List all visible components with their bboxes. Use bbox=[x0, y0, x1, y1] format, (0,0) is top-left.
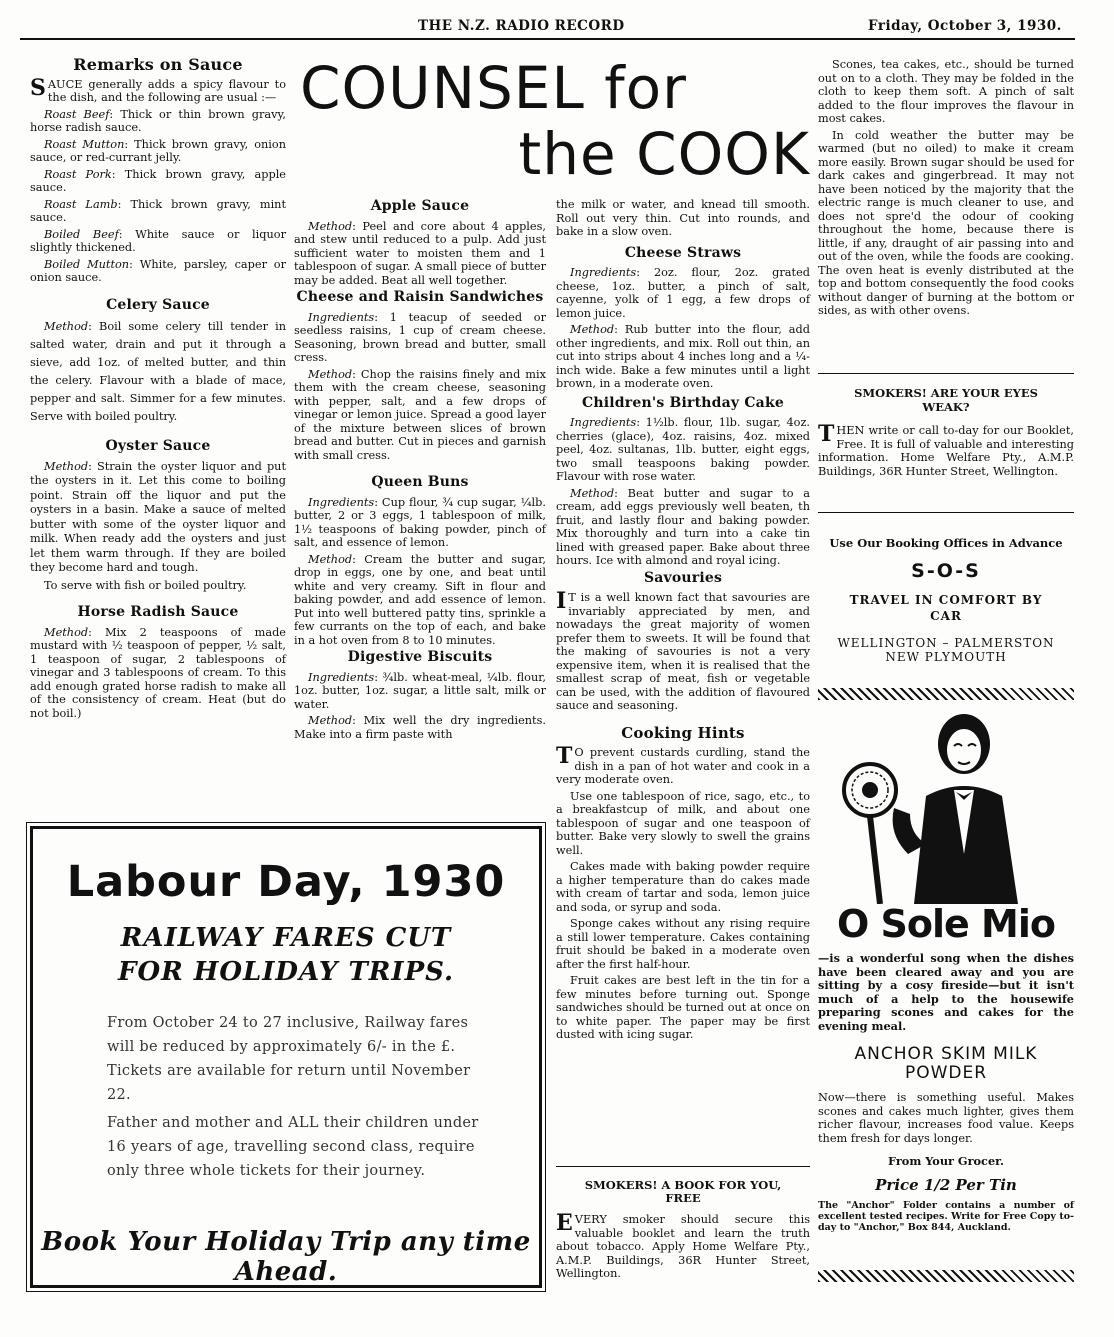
sauce-item: Roast Lamb: Thick brown gravy, mint sauce. bbox=[30, 197, 286, 224]
ad-smokers-eyes bbox=[818, 373, 1074, 513]
article-title bbox=[300, 55, 812, 190]
ad-anchor bbox=[818, 704, 1074, 1268]
cheese-ingredients: Ingredients: 1 teacup of seeded or seedless raisins, 1 cup of cream cheese. Seasoning, brown bread and butter, small cress. bbox=[294, 310, 546, 364]
hint-paragraph: Fruit cakes are best left in the tin for a few minutes before turning out. Sponge sandwiches should be turned out at once on to white paper. The paper may be first dusted with icing sugar. bbox=[556, 974, 810, 1041]
heading-cheese-straws: Cheese Straws bbox=[624, 244, 742, 261]
sauce-item: Boiled Mutton: White, parsley, caper or onion sauce. bbox=[30, 257, 286, 284]
sos-route-2: NEW PLYMOUTH bbox=[885, 650, 1007, 664]
ad-sos-travel bbox=[818, 520, 1074, 680]
hint-paragraph: T O prevent custards curdling, stand the dish in a pan of hot water and cook in a very moderate oven. bbox=[556, 743, 810, 786]
anchor-intro: —is a wonderful song when the dishes have been cleared away and you are sitting by a cosy fireside—but it isn't much of a help to the housewife preparing scones and cakes for the evening meal. bbox=[818, 951, 1074, 1033]
heading-birthday-cake: Children's Birthday Cake bbox=[582, 394, 784, 411]
hint-paragraph: Sponge cakes without any rising require a still lower temperature. Cakes containing fruit should be baked in a moderate oven after the first half-hour. bbox=[556, 917, 810, 971]
sauce-item: Boiled Beef: White sauce or liquor slightly thickened. bbox=[30, 227, 286, 254]
drop-cap: T bbox=[556, 743, 573, 769]
column-4 bbox=[818, 58, 1074, 321]
drop-cap: S bbox=[30, 74, 46, 101]
title-line-2: the COOK bbox=[518, 120, 810, 188]
sos-travel-line: TRAVEL IN COMFORT BY CAR bbox=[849, 593, 1043, 623]
heading-oyster-sauce: Oyster Sauce bbox=[105, 438, 211, 454]
sos-brand: S-O-S bbox=[911, 560, 981, 582]
right-col-paragraph: In cold weather the butter may be warmed (but no oiled) to make it cream more easily. Brown sugar should be used for dark cakes and gingerbread. It may not have been noticed by the majority that the electric range is much cleaner to use, and does not spre'd the odour of cooking throughout the home, because there is little, if any, draught of air passing into and out of the oven, while the foods are cooking. The oven heat is evenly distributed at the top and bottom consequently the food cooks without danger of burning at the bottom or sides, as with other ovens. bbox=[818, 128, 1074, 317]
cheese-method: Method: Chop the raisins finely and mix them with the cream cheese, seasoning with pepper, salt, and a few drops of vinegar or lemon juice. Spread a good layer of the mixture between slices of brown bread and butter. Cut in pieces and garnish with small cress. bbox=[294, 367, 546, 462]
anchor-footer: The "Anchor" Folder contains a number of excellent tested recipes. Write for Free Copy to-day to "Anchor," Box 844, Auckland. bbox=[818, 1200, 1074, 1233]
ad-book-text: EVERY smoker should secure this valuable booklet and learn the truth about tobacco. Apply Home Welfare Pty., A.M.P. Buildings, 36R Hunter Street, Wellington. bbox=[556, 1210, 810, 1280]
anchor-price: Price 1/2 Per Tin bbox=[875, 1175, 1017, 1194]
anchor-headline: O Sole Mio bbox=[837, 902, 1055, 946]
column-2 bbox=[294, 190, 546, 744]
hint-paragraph: Cakes made with baking powder require a higher temperature than do cakes made with cream of tartar and soda, lemon juice and soda, or syrup and soda. bbox=[556, 860, 810, 914]
oyster-method: Method: Strain the oyster liquor and put the oysters in it. Let this come to boiling point. Strain off the liquor and put the oysters in a basin. Make a sauce of melted butter with some of the oyster liquor and milk. When ready add the oysters and just let them warm through. If they are boiled they become hard and tough. bbox=[30, 459, 286, 574]
hatched-border bbox=[818, 1270, 1074, 1282]
drop-cap: E bbox=[556, 1210, 573, 1236]
anchor-body: Now—there is something useful. Makes scones and cakes much lighter, gives them richer flavour, increases food value. Keeps them fresh for days longer. bbox=[818, 1091, 1074, 1145]
ad-book-heading: SMOKERS! A BOOK FOR YOU, FREE bbox=[584, 1178, 782, 1205]
savouries-text: I T is a well known fact that savouries are invariably appreciated by men, and nowadays the great majority of women prefer them to sweets. It will be found that the making of savouries is not a very expensive item, when it is realised that the smallest scrap of meat, fish or vegetable can be used, with the addition of flavoured sauce and seasoning. bbox=[556, 588, 810, 712]
drop-cap: I bbox=[556, 588, 567, 614]
microphone-icon bbox=[844, 764, 896, 904]
sauce-item: Roast Beef: Thick or thin brown gravy, horse radish sauce. bbox=[30, 107, 286, 134]
straws-ingredients: Ingredients: 2oz. flour, 2oz. grated cheese, 1oz. butter, a pinch of salt, cayenne, yolk of 1 egg, a few drops of lemon juice. bbox=[556, 266, 810, 320]
heading-digestive-biscuits: Digestive Biscuits bbox=[347, 649, 493, 665]
labour-footer: Book Your Holiday Trip any time Ahead. bbox=[41, 1227, 531, 1287]
queen-ingredients: Ingredients: Cup flour, ¾ cup sugar, ¼lb. butter, 2 or 3 eggs, 1 tablespoon of milk, 1½ teaspoons of baking powder, pinch of salt, and essence of lemon. bbox=[294, 495, 546, 549]
issue-date: Friday, October 3, 1930. bbox=[868, 18, 1062, 34]
singer-figure bbox=[893, 714, 1018, 904]
cake-ingredients: Ingredients: 1½lb. flour, 1lb. sugar, 4oz. cherries (glace), 4oz. raisins, 4oz. mixed peel, 4oz. sultanas, 1lb. butter, eight eggs, two small teaspoons baking powder. Flavour with rose water. bbox=[556, 416, 810, 483]
anchor-product: ANCHOR SKIM MILK POWDER bbox=[854, 1044, 1038, 1083]
digestive-ingredients: Ingredients: ¾lb. wheat-meal, ¼lb. flour, 1oz. butter, 1oz. sugar, a little salt, milk or water. bbox=[294, 670, 546, 711]
header-rule bbox=[20, 38, 1075, 40]
heading-cooking-hints: Cooking Hints bbox=[621, 723, 745, 742]
title-line-1: COUNSEL for bbox=[300, 54, 687, 122]
horse-radish-method: Method: Mix 2 teaspoons of made mustard with ½ teaspoon of pepper, ½ salt, 1 teaspoon of sugar, 2 tablespoons of vinegar and 3 tablespoons of cream. To this add enough grated horse radish to make all of the consistency of cream. Heat (but do not boil.) bbox=[30, 625, 286, 720]
crooner-illustration bbox=[818, 704, 1074, 904]
column-1 bbox=[30, 52, 286, 723]
masthead: THE N.Z. RADIO RECORD bbox=[418, 18, 625, 34]
anchor-grocer: From Your Grocer. bbox=[888, 1154, 1004, 1168]
heading-apple-sauce: Apple Sauce bbox=[370, 198, 470, 214]
right-col-paragraph: Scones, tea cakes, etc., should be turned out on to a cloth. They may be folded in the cloth to keep them soft. A pinch of salt added to the flour improves the flavour in most cakes. bbox=[818, 58, 1074, 125]
sauce-item: Roast Mutton: Thick brown gravy, onion sauce, or red-currant jelly. bbox=[30, 137, 286, 164]
oyster-note: To serve with fish or boiled poultry. bbox=[44, 578, 247, 592]
labour-paragraph-1: From October 24 to 27 inclusive, Railway fares will be reduced by approximately 6/- in the £. Tickets are available for return until November 22. bbox=[107, 1015, 471, 1103]
heading-celery-sauce: Celery Sauce bbox=[106, 296, 210, 313]
celery-method: Method: Boil some celery till tender in salted water, drain and put it through a sieve, add 1oz. of melted butter, and thin the celery. Flavour with a blade of mace, pepper and salt. Simmer for a few minutes. Serve with boiled poultry. bbox=[30, 320, 286, 423]
labour-title: Labour Day, 1930 bbox=[66, 857, 506, 907]
drop-cap: T bbox=[818, 421, 835, 447]
heading-cheese-raisin: Cheese and Raisin Sandwiches bbox=[296, 289, 544, 305]
queen-method: Method: Cream the butter and sugar, drop in eggs, one by one, and beat until white and very creamy. Sift in flour and baking powder, and add essence of lemon. Put into well buttered patty tins, sprinkle a few currants on the top of each, and bake in a hot oven from 8 to 10 minutes. bbox=[294, 552, 546, 647]
heading-horse-radish-sauce: Horse Radish Sauce bbox=[77, 604, 239, 620]
heading-queen-buns: Queen Buns bbox=[371, 474, 469, 490]
sauce-item: Roast Pork: Thick brown gravy, apple sauce. bbox=[30, 167, 286, 194]
straws-method: Method: Rub butter into the flour, add other ingredients, and mix. Roll out thin, an cut into strips about 4 inches long and a ¼-inch wide. Bake a few minutes until a light brown, in a moderate oven. bbox=[556, 323, 810, 390]
sos-booking-line: Use Our Booking Offices in Advance bbox=[829, 536, 1063, 550]
apple-method: Method: Peel and core about 4 apples, and stew until reduced to a pulp. Add just sufficient water to moisten them and 1 tablespoon of sugar. A small piece of butter may be added. Beat all well together. bbox=[294, 219, 546, 287]
labour-sub-2: FOR HOLIDAY TRIPS. bbox=[117, 957, 455, 987]
hatched-border bbox=[818, 688, 1074, 700]
column-3 bbox=[556, 198, 810, 1045]
digestive-method: Method: Mix well the dry ingredients. Make into a firm paste with bbox=[294, 714, 546, 741]
cake-method: Method: Beat butter and sugar to a cream, add eggs previously well beaten, th fruit, and lastly flour and baking powder. Mix thoroughly and turn into a cake tin lined with greased paper. Bake about three hours. Ice with almond and royal icing. bbox=[556, 486, 810, 567]
labour-sub-1: RAILWAY FARES CUT bbox=[120, 923, 452, 953]
ad-smokers-book bbox=[556, 1166, 810, 1286]
labour-paragraph-2: Father and mother and ALL their children under 16 years of age, travelling second class, require only three whole tickets for their journey. bbox=[107, 1115, 479, 1179]
sauce-intro: SAUCE generally adds a spicy flavour to the dish, and the following are usual :— bbox=[30, 74, 286, 104]
heading-savouries: Savouries bbox=[643, 569, 723, 586]
ad-eyes-heading: SMOKERS! ARE YOUR EYES WEAK? bbox=[854, 386, 1038, 414]
hint-paragraph: Use one tablespoon of rice, sago, etc., to a breakfastcup of milk, and about one tablespoon of sugar and one teaspoon of butter. Bake very slowly to swell the grains well. bbox=[556, 789, 810, 857]
digestive-continued: the milk or water, and knead till smooth. Roll out very thin. Cut into rounds, and bake in a slow oven. bbox=[556, 198, 810, 238]
heading-remarks-on-sauce: Remarks on Sauce bbox=[73, 55, 243, 74]
sos-route-1: WELLINGTON – PALMERSTON bbox=[837, 636, 1055, 650]
ad-eyes-text: THEN write or call to-day for our Booklet, Free. It is full of valuable and interesting information. Home Welfare Pty., A.M.P. Buildings, 36R Hunter Street, Wellington. bbox=[818, 421, 1074, 478]
ad-labour-day bbox=[30, 826, 542, 1288]
